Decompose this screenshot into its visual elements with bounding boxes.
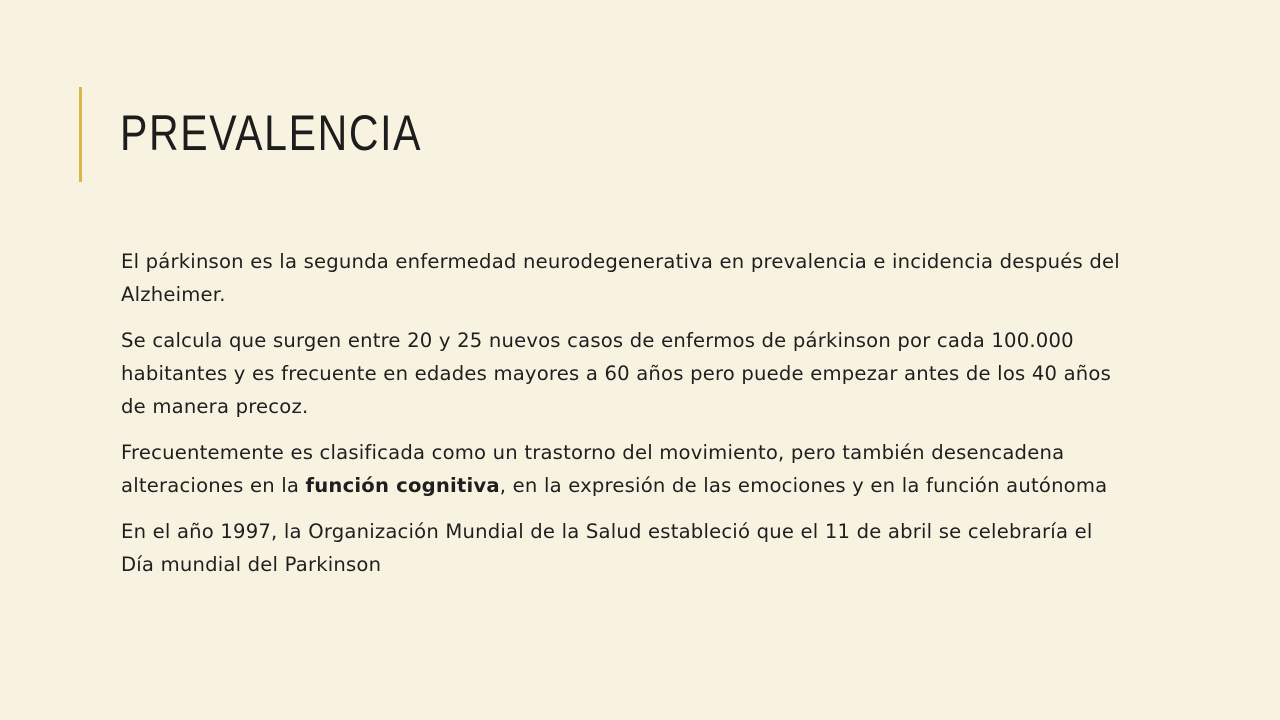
paragraph-incidence: Se calcula que surgen entre 20 y 25 nuevos casos de enfermos de párkinson por cada 100.000 habitantes y es frecuente en edades mayores a 60 años pero puede empezar antes de los 40 años de manera precoz. xyxy=(121,329,1112,418)
paragraph-classification-end: , en la expresión de las emociones y en la función autónoma xyxy=(499,474,1108,497)
slide-body xyxy=(121,245,1121,594)
slide-title: PREVALENCIA xyxy=(120,105,423,161)
paragraph-prevalence: El párkinson es la segunda enfermedad neurodegenerativa en prevalencia e incidencia después del Alzheimer. xyxy=(121,250,1120,306)
bold-term-cognitive-function: función cognitiva xyxy=(305,474,500,497)
paragraph-classification-start: Frecuentemente es clasificada como un trastorno del movimiento, pero también desencadena alteraciones en la xyxy=(121,441,1065,497)
title-accent-bar xyxy=(79,87,82,182)
paragraph-classification xyxy=(121,436,1121,502)
paragraph-world-day: En el año 1997, la Organización Mundial de la Salud estableció que el 11 de abril se celebraría el Día mundial del Parkinson xyxy=(121,520,1093,576)
